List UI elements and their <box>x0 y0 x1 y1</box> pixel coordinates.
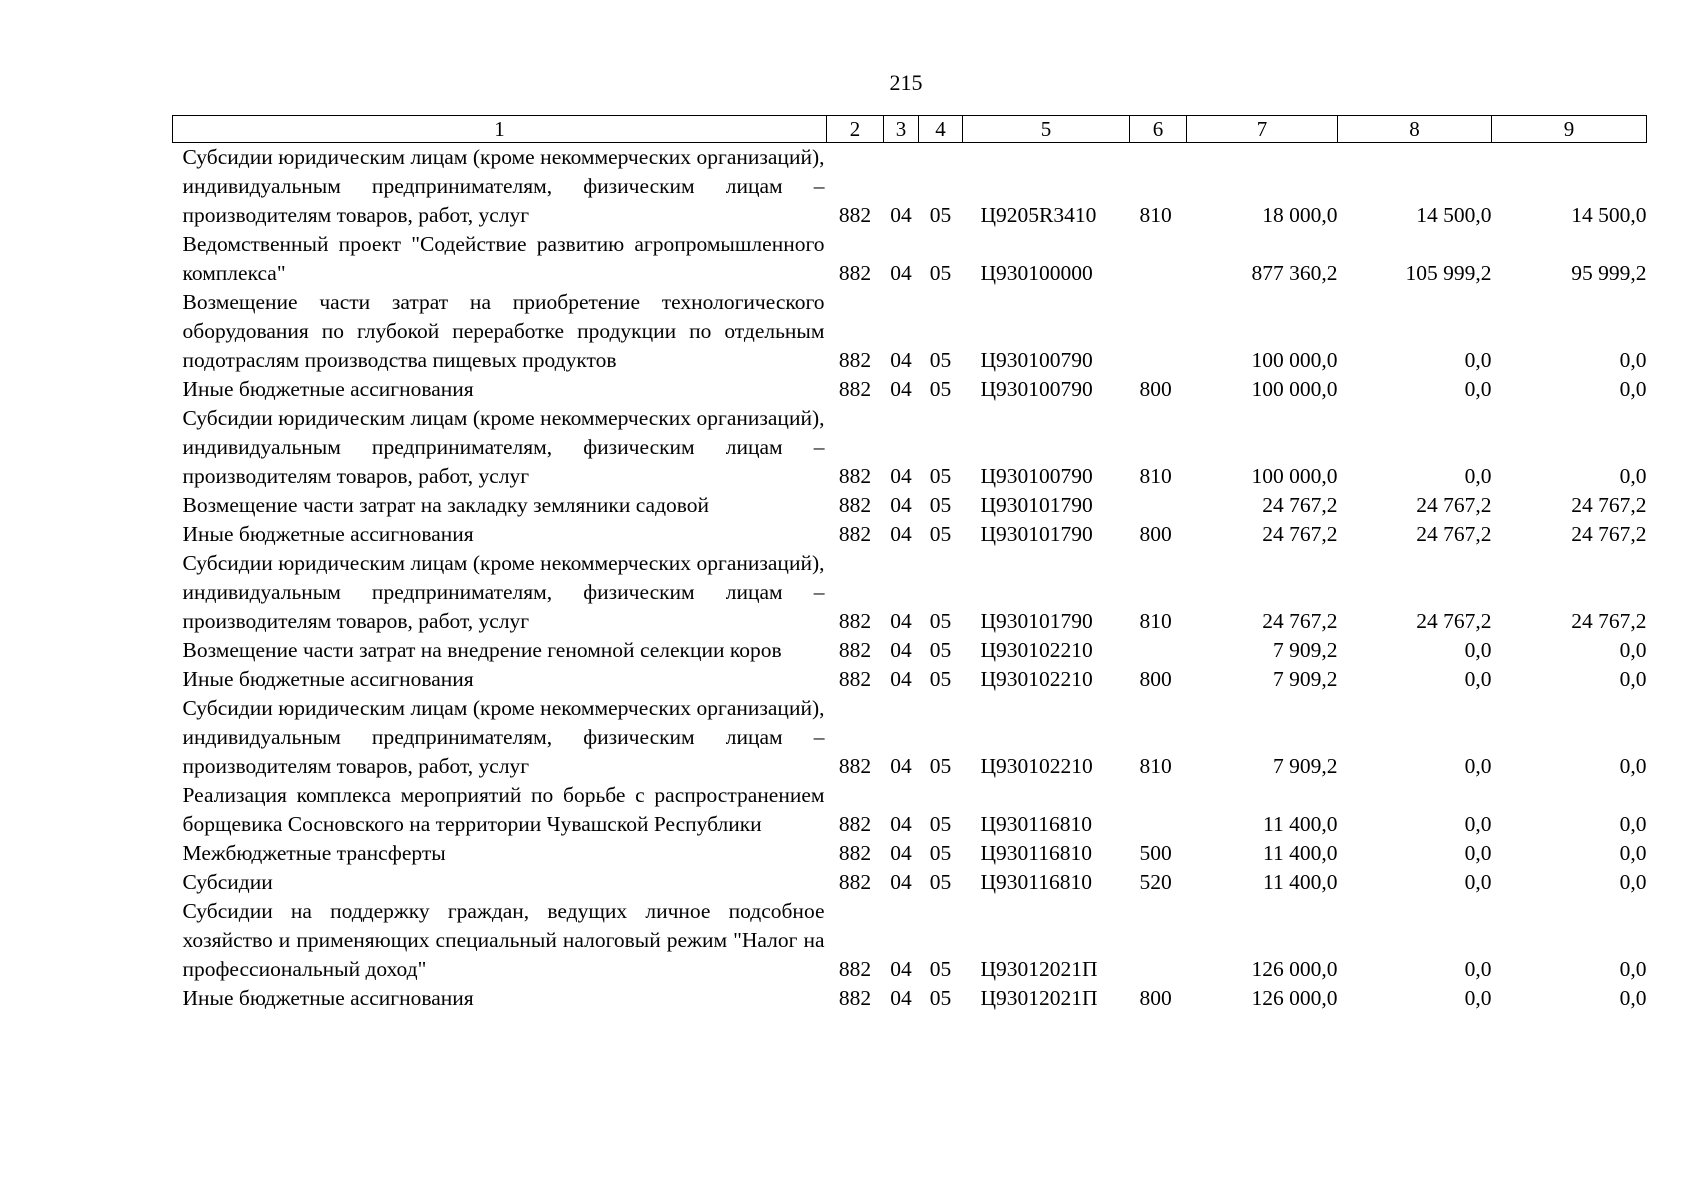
row-expense-kind: 800 <box>1139 986 1172 1010</box>
row-section-code: 04 <box>890 957 912 981</box>
row-amount-col-7: 100 000,0 <box>1251 464 1338 488</box>
row-ministry-code: 882 <box>838 203 872 227</box>
row-amount-col-9: 0,0 <box>1619 986 1647 1010</box>
row-subsection-code: 05 <box>929 203 952 227</box>
row-amount-col-8: 0,0 <box>1464 870 1492 894</box>
row-name: Субсидии юридическим лицам (кроме некоммерческих организаций), индивидуальным предпринимателям, физическим лицам – производителям товаров, работ, услуг <box>182 696 825 778</box>
row-ministry-code: 882 <box>838 493 872 517</box>
row-expense-kind: 810 <box>1139 609 1172 633</box>
row-ministry-code: 882 <box>838 377 872 401</box>
row-ministry-code: 882 <box>838 841 872 865</box>
row-subsection-code: 05 <box>929 638 952 662</box>
row-section-code: 04 <box>890 522 912 546</box>
row-name: Возмещение части затрат на закладку земляники садовой <box>182 493 710 517</box>
row-subsection-code: 05 <box>929 493 952 517</box>
row-name: Иные бюджетные ассигнования <box>182 986 474 1010</box>
row-subsection-code: 05 <box>929 957 952 981</box>
row-name: Межбюджетные трансферты <box>182 841 446 865</box>
row-ministry-code: 882 <box>838 870 872 894</box>
row-section-code: 04 <box>890 667 912 691</box>
header-col-3: 3 <box>884 116 919 143</box>
row-expense-kind: 500 <box>1139 841 1172 865</box>
row-ministry-code: 882 <box>838 812 872 836</box>
row-amount-col-7: 100 000,0 <box>1251 377 1338 401</box>
row-section-code: 04 <box>890 638 912 662</box>
table-row <box>173 520 1647 549</box>
table-row <box>173 694 1647 781</box>
row-target-article: Ц930100790 <box>980 348 1093 372</box>
row-amount-col-9: 0,0 <box>1619 754 1647 778</box>
row-amount-col-8: 0,0 <box>1464 667 1492 691</box>
row-target-article: Ц930100000 <box>980 261 1093 285</box>
row-subsection-code: 05 <box>929 377 952 401</box>
row-amount-col-9: 0,0 <box>1619 667 1647 691</box>
row-ministry-code: 882 <box>838 261 872 285</box>
table-row <box>173 375 1647 404</box>
row-amount-col-8: 0,0 <box>1464 841 1492 865</box>
row-name: Возмещение части затрат на внедрение геномной селекции коров <box>182 638 782 662</box>
row-expense-kind: 810 <box>1139 203 1172 227</box>
table-row <box>173 984 1647 1013</box>
row-amount-col-9: 24 767,2 <box>1571 493 1647 517</box>
row-expense-kind: 800 <box>1139 522 1172 546</box>
row-expense-kind <box>1130 491 1187 520</box>
row-expense-kind: 810 <box>1139 464 1172 488</box>
row-amount-col-9: 24 767,2 <box>1571 522 1647 546</box>
row-target-article: Ц930101790 <box>980 493 1093 517</box>
table-row <box>173 636 1647 665</box>
row-amount-col-8: 24 767,2 <box>1416 493 1492 517</box>
row-name: Субсидии юридическим лицам (кроме некоммерческих организаций), индивидуальным предпринимателям, физическим лицам – производителям товаров, работ, услуг <box>182 406 825 488</box>
header-col-5: 5 <box>963 116 1130 143</box>
row-ministry-code: 882 <box>838 986 872 1010</box>
row-expense-kind <box>1130 636 1187 665</box>
row-subsection-code: 05 <box>929 609 952 633</box>
row-amount-col-9: 95 999,2 <box>1571 261 1647 285</box>
header-col-2: 2 <box>827 116 884 143</box>
row-amount-col-9: 0,0 <box>1619 812 1647 836</box>
row-expense-kind: 520 <box>1139 870 1172 894</box>
row-amount-col-9: 0,0 <box>1619 348 1647 372</box>
row-name: Реализация комплекса мероприятий по борьбе с распространением борщевика Сосновского на территории Чувашской Республики <box>182 783 825 836</box>
row-target-article: Ц930101790 <box>980 522 1093 546</box>
table-row <box>173 665 1647 694</box>
row-target-article: Ц930102210 <box>980 667 1093 691</box>
row-target-article: Ц930100790 <box>980 464 1093 488</box>
row-name: Субсидии на поддержку граждан, ведущих личное подсобное хозяйство и применяющих специальный налоговый режим "Налог на профессиональный доход" <box>182 899 825 981</box>
row-amount-col-7: 11 400,0 <box>1263 841 1338 865</box>
row-name: Субсидии <box>182 870 273 894</box>
header-col-4: 4 <box>919 116 963 143</box>
row-expense-kind: 800 <box>1139 667 1172 691</box>
table-row <box>173 230 1647 288</box>
row-amount-col-8: 0,0 <box>1464 464 1492 488</box>
row-ministry-code: 882 <box>838 957 872 981</box>
row-amount-col-9: 24 767,2 <box>1571 609 1647 633</box>
table-row <box>173 897 1647 984</box>
row-name: Возмещение части затрат на приобретение технологического оборудования по глубокой переработке продукции по отдельным подотраслям производства пищевых продуктов <box>182 290 825 372</box>
row-section-code: 04 <box>890 348 912 372</box>
row-section-code: 04 <box>890 841 912 865</box>
row-amount-col-8: 0,0 <box>1464 348 1492 372</box>
row-amount-col-7: 11 400,0 <box>1263 812 1338 836</box>
budget-table <box>172 115 1647 1013</box>
row-section-code: 04 <box>890 493 912 517</box>
row-amount-col-7: 24 767,2 <box>1262 609 1338 633</box>
row-expense-kind <box>1130 288 1187 375</box>
row-amount-col-7: 126 000,0 <box>1251 986 1338 1010</box>
row-ministry-code: 882 <box>838 754 872 778</box>
row-expense-kind: 810 <box>1139 754 1172 778</box>
row-ministry-code: 882 <box>838 522 872 546</box>
row-name: Ведомственный проект "Содействие развитию агропромышленного комплекса" <box>182 232 825 285</box>
row-target-article: Ц93012021П <box>980 957 1098 981</box>
row-section-code: 04 <box>890 377 912 401</box>
row-subsection-code: 05 <box>929 986 952 1010</box>
row-amount-col-9: 0,0 <box>1619 870 1647 894</box>
row-expense-kind <box>1130 230 1187 288</box>
table-row <box>173 549 1647 636</box>
row-section-code: 04 <box>890 203 912 227</box>
header-col-8: 8 <box>1338 116 1492 143</box>
row-amount-col-8: 0,0 <box>1464 986 1492 1010</box>
table-row <box>173 491 1647 520</box>
table-row <box>173 839 1647 868</box>
table-header-row <box>173 116 1647 143</box>
row-amount-col-7: 11 400,0 <box>1263 870 1338 894</box>
row-amount-col-7: 126 000,0 <box>1251 957 1338 981</box>
row-section-code: 04 <box>890 812 912 836</box>
header-col-9: 9 <box>1492 116 1647 143</box>
row-section-code: 04 <box>890 261 912 285</box>
page-number: 215 <box>889 70 923 95</box>
row-ministry-code: 882 <box>838 667 872 691</box>
header-col-6: 6 <box>1130 116 1187 143</box>
table-row <box>173 288 1647 375</box>
row-amount-col-8: 0,0 <box>1464 377 1492 401</box>
row-amount-col-9: 0,0 <box>1619 638 1647 662</box>
row-amount-col-8: 105 999,2 <box>1405 261 1492 285</box>
row-section-code: 04 <box>890 464 912 488</box>
table-body <box>173 143 1647 1014</box>
row-amount-col-8: 0,0 <box>1464 638 1492 662</box>
row-target-article: Ц930116810 <box>980 841 1092 865</box>
row-section-code: 04 <box>890 754 912 778</box>
row-amount-col-8: 14 500,0 <box>1416 203 1492 227</box>
row-amount-col-8: 24 767,2 <box>1416 522 1492 546</box>
row-expense-kind <box>1130 897 1187 984</box>
row-expense-kind <box>1130 781 1187 839</box>
row-amount-col-7: 24 767,2 <box>1262 493 1338 517</box>
row-name: Иные бюджетные ассигнования <box>182 377 474 401</box>
row-section-code: 04 <box>890 609 912 633</box>
row-subsection-code: 05 <box>929 522 952 546</box>
table-row <box>173 868 1647 897</box>
row-ministry-code: 882 <box>838 638 872 662</box>
row-subsection-code: 05 <box>929 348 952 372</box>
row-amount-col-9: 0,0 <box>1619 377 1647 401</box>
row-subsection-code: 05 <box>929 754 952 778</box>
row-target-article: Ц930100790 <box>980 377 1093 401</box>
table-row <box>173 143 1647 231</box>
row-name: Субсидии юридическим лицам (кроме некоммерческих организаций), индивидуальным предпринимателям, физическим лицам – производителям товаров, работ, услуг <box>182 551 825 633</box>
row-subsection-code: 05 <box>929 667 952 691</box>
row-amount-col-7: 7 909,2 <box>1273 667 1338 691</box>
header-col-1: 1 <box>173 116 827 143</box>
row-amount-col-7: 7 909,2 <box>1273 754 1338 778</box>
row-amount-col-8: 0,0 <box>1464 812 1492 836</box>
row-amount-col-9: 0,0 <box>1619 841 1647 865</box>
row-amount-col-8: 0,0 <box>1464 957 1492 981</box>
row-amount-col-9: 14 500,0 <box>1571 203 1647 227</box>
row-subsection-code: 05 <box>929 870 952 894</box>
row-name: Иные бюджетные ассигнования <box>182 522 474 546</box>
row-target-article: Ц930102210 <box>980 638 1093 662</box>
row-subsection-code: 05 <box>929 841 952 865</box>
row-amount-col-8: 0,0 <box>1464 754 1492 778</box>
table-row <box>173 404 1647 491</box>
row-name: Иные бюджетные ассигнования <box>182 667 474 691</box>
table-row <box>173 781 1647 839</box>
row-amount-col-9: 0,0 <box>1619 464 1647 488</box>
row-amount-col-7: 100 000,0 <box>1251 348 1338 372</box>
row-section-code: 04 <box>890 870 912 894</box>
row-expense-kind: 800 <box>1139 377 1172 401</box>
row-target-article: Ц93012021П <box>980 986 1098 1010</box>
row-subsection-code: 05 <box>929 812 952 836</box>
row-target-article: Ц930116810 <box>980 870 1092 894</box>
row-subsection-code: 05 <box>929 464 952 488</box>
row-ministry-code: 882 <box>838 464 872 488</box>
row-target-article: Ц930101790 <box>980 609 1093 633</box>
row-name: Субсидии юридическим лицам (кроме некоммерческих организаций), индивидуальным предпринимателям, физическим лицам – производителям товаров, работ, услуг <box>182 145 825 227</box>
header-col-7: 7 <box>1187 116 1338 143</box>
row-ministry-code: 882 <box>838 348 872 372</box>
row-amount-col-7: 877 360,2 <box>1251 261 1338 285</box>
row-target-article: Ц930116810 <box>980 812 1092 836</box>
row-amount-col-7: 24 767,2 <box>1262 522 1338 546</box>
row-amount-col-8: 24 767,2 <box>1416 609 1492 633</box>
row-target-article: Ц930102210 <box>980 754 1093 778</box>
row-target-article: Ц9205R3410 <box>980 203 1097 227</box>
row-subsection-code: 05 <box>929 261 952 285</box>
row-amount-col-9: 0,0 <box>1619 957 1647 981</box>
row-amount-col-7: 18 000,0 <box>1262 203 1338 227</box>
row-ministry-code: 882 <box>838 609 872 633</box>
row-amount-col-7: 7 909,2 <box>1273 638 1338 662</box>
row-section-code: 04 <box>890 986 912 1010</box>
